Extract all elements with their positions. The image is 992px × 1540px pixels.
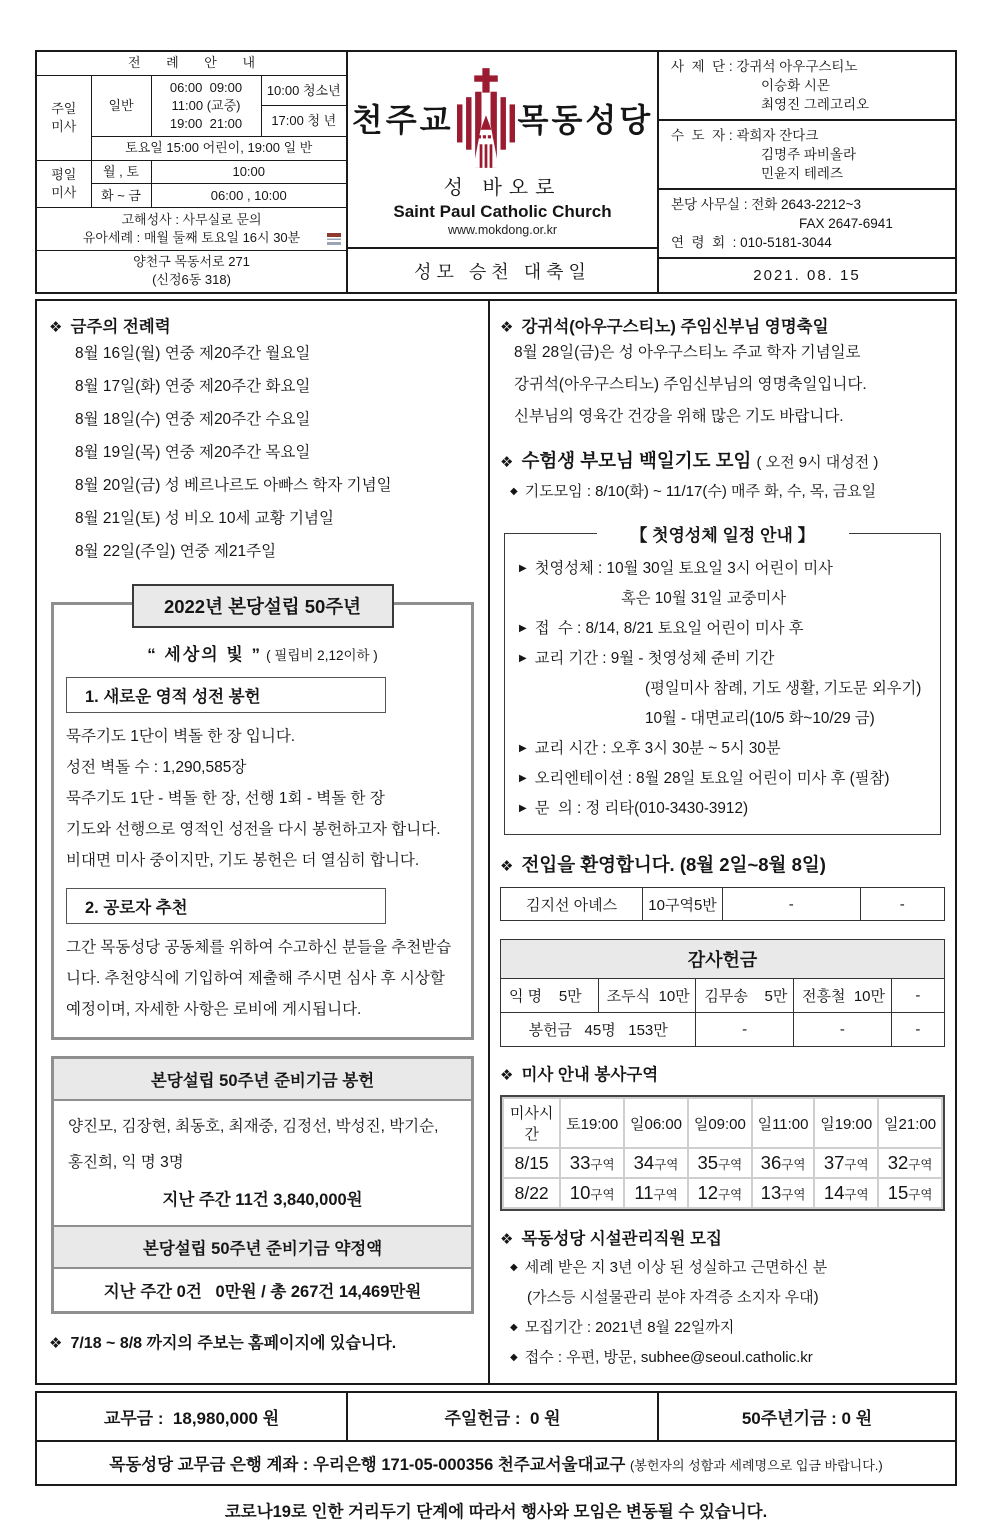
- liturgy-schedule: [37, 52, 346, 292]
- mass-zone-cell: 15구역: [879, 1179, 941, 1207]
- arrow-icon: ▶: [519, 773, 527, 784]
- mass-header-cell: 일19:00: [815, 1099, 877, 1147]
- calendar-section-title: ❖ 금주의 전례력: [49, 318, 171, 336]
- recruit-section-title: ❖ 목동성당 시설관리직원 모집: [500, 1230, 722, 1248]
- recruit-period: ◆ 모집기간 : 2021년 8월 22일까지: [510, 1319, 735, 1336]
- thanks-cell: 익 명 5만: [501, 979, 599, 1013]
- office-contact-info: 본당 사무실 : 전화 2643-2212~3 FAX 2647-6941 연 령 회 : 010-5181-3044: [659, 190, 955, 259]
- mass-header-cell: 일11:00: [753, 1099, 814, 1147]
- bank-account-row: 목동성당 교무금 은행 계좌 : 우리은행 171-05-000356 천주교서울대교구 (봉헌자의 성함과 세례명으로 입금 바랍니다.): [37, 1440, 955, 1484]
- thanks-cell: -: [891, 979, 944, 1013]
- arrow-icon: ▶: [519, 803, 527, 814]
- priests-info: 사 제 단 : 강귀석 아우구스티노 이승화 시몬 최영진 그레고리오: [659, 52, 955, 121]
- general-mass-label: 일반: [91, 75, 151, 136]
- section-marker-icon: ❖: [49, 1335, 63, 1352]
- thanks-offering-table: [500, 939, 945, 1047]
- bulletin-page: [35, 0, 957, 1540]
- anniversary-sub2-body: 그간 목동성당 공동체를 위하여 수고하신 분들을 추천받습니다. 추천양식에 기입하여 제출해 주시면 심사 후 시상할 예정이며, 자세한 사항은 로비에 게시됩니다.: [66, 939, 452, 1018]
- logo-korean-left: 천주교: [351, 102, 454, 138]
- patron-saint-label: 성 바오로: [443, 177, 562, 199]
- bulletin-date: 2021. 08. 15: [753, 267, 861, 284]
- anniversary-box: [51, 596, 474, 1040]
- mass-zone-cell: 33구역: [561, 1149, 623, 1177]
- sunday-offering-cell: 주일헌금 : 0 원: [346, 1393, 657, 1440]
- mass-zone-cell: 32구역: [879, 1149, 941, 1177]
- welcome-district-cell: 10구역5반: [643, 888, 723, 921]
- weekday-mass-label: 평일 미사: [37, 160, 91, 208]
- section-marker-icon: ❖: [500, 454, 514, 471]
- fc-item: ▶ 교리 기간 : 9월 - 첫영성체 준비 기간: [519, 650, 775, 667]
- church-logo-icon: [457, 66, 515, 170]
- thanks-cell: -: [794, 1013, 892, 1047]
- fc-item: ▶ 문 의 : 정 리타(010-3430-3912): [519, 800, 749, 817]
- welcome-section-title: ❖ 전입을 환영합니다. (8월 2일~8월 8일): [500, 854, 826, 875]
- tuefri-time: 06:00 , 10:00: [151, 184, 346, 208]
- thanks-cell: -: [696, 1013, 794, 1047]
- fund-pledge-header: 본당설립 50주년 준비기금 약정액: [54, 1225, 471, 1269]
- monsat-time: 10:00: [151, 160, 346, 184]
- thanks-cell: 전흥철 10만: [794, 979, 892, 1013]
- calendar-entry: 8월 22일(주일) 연중 제21주일: [75, 543, 277, 560]
- mass-zone-cell: 12구역: [689, 1179, 751, 1207]
- mass-table-row: [504, 1179, 941, 1207]
- fc-item: 혹은 10월 31일 교중미사: [621, 590, 786, 607]
- bulletin-archive-note: ❖ 7/18 ~ 8/8 까지의 주보는 홈페이지에 있습니다.: [49, 1335, 397, 1352]
- fund-box: [51, 1056, 474, 1314]
- finance-row: [37, 1393, 955, 1440]
- fund-donation-body: [54, 1101, 471, 1225]
- church-address: 양천구 목동서로 271 (신정6동 318): [37, 250, 346, 292]
- mass-date-cell: 8/15: [504, 1149, 559, 1177]
- calendar-entry: 8월 21일(토) 성 비오 10세 교황 기념일: [75, 510, 334, 527]
- young-adult-mass-time: 17:00 청 년: [261, 106, 346, 137]
- exam-prayer-title: ❖ 수험생 부모님 백일기도 모임 ( 오전 9시 대성전 ): [500, 450, 879, 471]
- fc-item: ▶ 첫영성체 : 10월 30일 토요일 3시 어린이 미사: [519, 560, 833, 577]
- left-column: [37, 301, 488, 1383]
- mass-zone-cell: 10구역: [561, 1179, 623, 1207]
- anniversary-sub1-body: 묵주기도 1단이 벽돌 한 장 입니다. 성전 벽돌 수 : 1,290,585장 묵주기도 1단 - 벽돌 한 장, 선행 1회 - 벽돌 한 장 기도와 선행으로 영적인 성전을 다시 봉헌하고자 합니다. 비대면 미사 중이지만, 기도 봉헌은 더 열심히 합니다.: [66, 728, 441, 869]
- header: [35, 50, 957, 294]
- calendar-entry: 8월 17일(화) 연중 제20주간 화요일: [75, 378, 311, 395]
- liturgy-table: [37, 52, 346, 292]
- religious-info: 수 도 자 : 곽희자 잔다크 김명주 파비올라 민윤지 테레즈: [659, 121, 955, 190]
- fund-pledge-total: 지난 주간 0건 0만원 / 총 267건 14,469만원: [103, 1283, 422, 1301]
- fund-donor-names: 양진모, 김장현, 최동호, 최재중, 김정선, 박성진, 박기순, 홍진희, 익 명 3명: [68, 1118, 439, 1171]
- finance-table: [35, 1391, 957, 1486]
- mass-zone-cell: 34구역: [625, 1149, 687, 1177]
- covid-notice: 코로나19로 인한 거리두기 단계에 따라서 행사와 모임은 변동될 수 있습니다.: [224, 1503, 768, 1521]
- section-marker-icon: ❖: [500, 1231, 514, 1248]
- arrow-icon: ▶: [519, 743, 527, 754]
- church-english-name: Saint Paul Catholic Church: [393, 202, 612, 221]
- fund-donation-header: 본당설립 50주년 준비기금 봉헌: [54, 1059, 471, 1101]
- thanks-cell: -: [891, 1013, 944, 1047]
- arrow-icon: ▶: [519, 623, 527, 634]
- mass-service-table: [500, 1095, 945, 1211]
- liturgical-calendar-list: [49, 337, 476, 568]
- church-dues-cell: 교무금 : 18,980,000 원: [103, 1409, 280, 1428]
- mass-service-title: ❖ 미사 안내 봉사구역: [500, 1066, 659, 1084]
- bullet-icon: ◆: [510, 1322, 518, 1333]
- thanks-offering-total: 봉헌금 45명 153만: [501, 1013, 696, 1047]
- stamp-icon: [327, 233, 341, 245]
- mass-header-cell: 일09:00: [689, 1099, 751, 1147]
- welcome-empty-cell: -: [860, 888, 944, 921]
- fund-weekly-total: 지난 주간 11건 3,840,000원: [162, 1191, 363, 1209]
- liturgy-title: 전 례 안 내: [37, 52, 346, 75]
- recruit-requirement-note: (가스등 시설물관리 분야 자격증 소지자 우대): [527, 1289, 819, 1306]
- fc-item: ▶ 오리엔테이션 : 8월 28일 토요일 어린이 미사 후 (필참): [519, 770, 890, 787]
- fc-item: ▶ 접 수 : 8/14, 8/21 토요일 어린이 미사 후: [519, 620, 804, 637]
- feast-title: 성모 승천 대축일: [348, 247, 657, 292]
- church-logo: [348, 52, 657, 247]
- anniversary-sub1-title: 1. 새로운 영적 성전 봉헌: [66, 677, 386, 713]
- calendar-entry: 8월 16일(월) 연중 제20주간 월요일: [75, 345, 311, 362]
- mass-zone-cell: 36구역: [753, 1149, 814, 1177]
- mass-header-cell: 토19:00: [561, 1099, 623, 1147]
- mass-zone-cell: 13구역: [753, 1179, 814, 1207]
- mass-header-cell: 일06:00: [625, 1099, 687, 1147]
- thanks-table-title: 감사헌금: [501, 940, 945, 979]
- anniversary-title: 2022년 본당설립 50주년: [132, 584, 394, 628]
- calendar-entry: 8월 19일(목) 연중 제20주간 목요일: [75, 444, 311, 461]
- pastor-feastday-body: 8월 28일(금)은 성 아우구스티노 주교 학자 기념일로 강귀석(아우구스티노) 주임신부님의 영명축일입니다. 신부님의 영육간 건강을 위해 많은 기도 바랍니다.: [514, 344, 867, 425]
- anniversary-verse: “ 세상의 빛 ” ( 필립비 2,12이하 ): [147, 645, 378, 664]
- first-communion-box: [504, 526, 941, 835]
- thanks-cell: 조두식 10만: [598, 979, 696, 1013]
- confession-info: 고해성사 : 사무실로 문의 유아세례 : 매월 둘째 토요일 16시 30분: [37, 208, 346, 250]
- bank-note: (봉헌자의 성함과 세례명으로 입금 바랍니다.): [629, 1458, 883, 1473]
- thanks-cell: 김무송 5만: [696, 979, 794, 1013]
- mass-date-cell: 8/22: [504, 1179, 559, 1207]
- bullet-icon: ◆: [510, 1352, 518, 1363]
- exam-prayer-schedule: ◆ 기도모임 : 8/10(화) ~ 11/17(수) 매주 화, 수, 목, 금요일: [510, 483, 877, 500]
- logo-korean-right: 목동성당: [517, 102, 654, 138]
- right-column: [488, 301, 955, 1383]
- parish-info: [657, 52, 955, 292]
- section-marker-icon: ❖: [49, 319, 63, 336]
- mass-zone-cell: 11구역: [625, 1179, 687, 1207]
- calendar-entry: 8월 20일(금) 성 베르나르도 아빠스 학자 기념일: [75, 477, 392, 494]
- welcome-table: [500, 887, 945, 921]
- arrow-icon: ▶: [519, 653, 527, 664]
- mass-header-cell: 미사시간: [504, 1099, 559, 1147]
- church-website-url: www.mokdong.or.kr: [447, 223, 558, 237]
- bullet-icon: ◆: [510, 486, 518, 497]
- recruit-requirement: ◆ 세례 받은 지 3년 이상 된 성실하고 근면하신 분: [510, 1259, 828, 1276]
- arrow-icon: ▶: [519, 563, 527, 574]
- welcome-name-cell: 김지선 아녜스: [501, 888, 643, 921]
- sunday-mass-times: 06:00 09:00 11:00 (교중) 19:00 21:00: [151, 75, 261, 136]
- fc-item: ▶ 교리 시간 : 오후 3시 30분 ~ 5시 30분: [519, 740, 781, 757]
- church-identity: [346, 52, 657, 292]
- mass-zone-cell: 35구역: [689, 1149, 751, 1177]
- calendar-entry: 8월 18일(수) 연중 제20주간 수요일: [75, 411, 311, 428]
- bullet-icon: ◆: [510, 1262, 518, 1273]
- youth-mass-time: 10:00 청소년: [261, 75, 346, 106]
- mass-table-row: [504, 1149, 941, 1177]
- saturday-mass-time: 토요일 15:00 어린이, 19:00 일 반: [91, 136, 346, 160]
- monsat-label: 월 , 토: [91, 160, 151, 184]
- tuefri-label: 화 ~ 금: [91, 184, 151, 208]
- recruit-contact: ◆ 접수 : 우편, 방문, subhee@seoul.catholic.kr: [510, 1349, 813, 1366]
- fc-item: (평일미사 참례, 기도 생활, 기도문 외우기): [645, 680, 922, 697]
- anniversary-fund-cell: 50주년기금 : 0 원: [657, 1393, 955, 1440]
- mass-zone-cell: 14구역: [815, 1179, 877, 1207]
- mass-table-header-row: [504, 1099, 941, 1147]
- fc-item: 10월 - 대면교리(10/5 화~10/29 금): [645, 710, 875, 727]
- welcome-empty-cell: -: [722, 888, 860, 921]
- section-marker-icon: ❖: [500, 319, 514, 336]
- section-marker-icon: ❖: [500, 858, 514, 875]
- section-marker-icon: ❖: [500, 1067, 514, 1084]
- pastor-feastday-title: ❖ 강귀석(아우구스티노) 주임신부님 영명축일: [500, 318, 829, 336]
- anniversary-sub2-title: 2. 공로자 추천: [66, 888, 386, 924]
- first-communion-title: 【 첫영성체 일정 안내 】: [597, 521, 849, 546]
- mass-zone-cell: 37구역: [815, 1149, 877, 1177]
- mass-header-cell: 일21:00: [879, 1099, 941, 1147]
- sunday-mass-label: 주일 미사: [37, 75, 91, 160]
- main-content: [35, 299, 957, 1385]
